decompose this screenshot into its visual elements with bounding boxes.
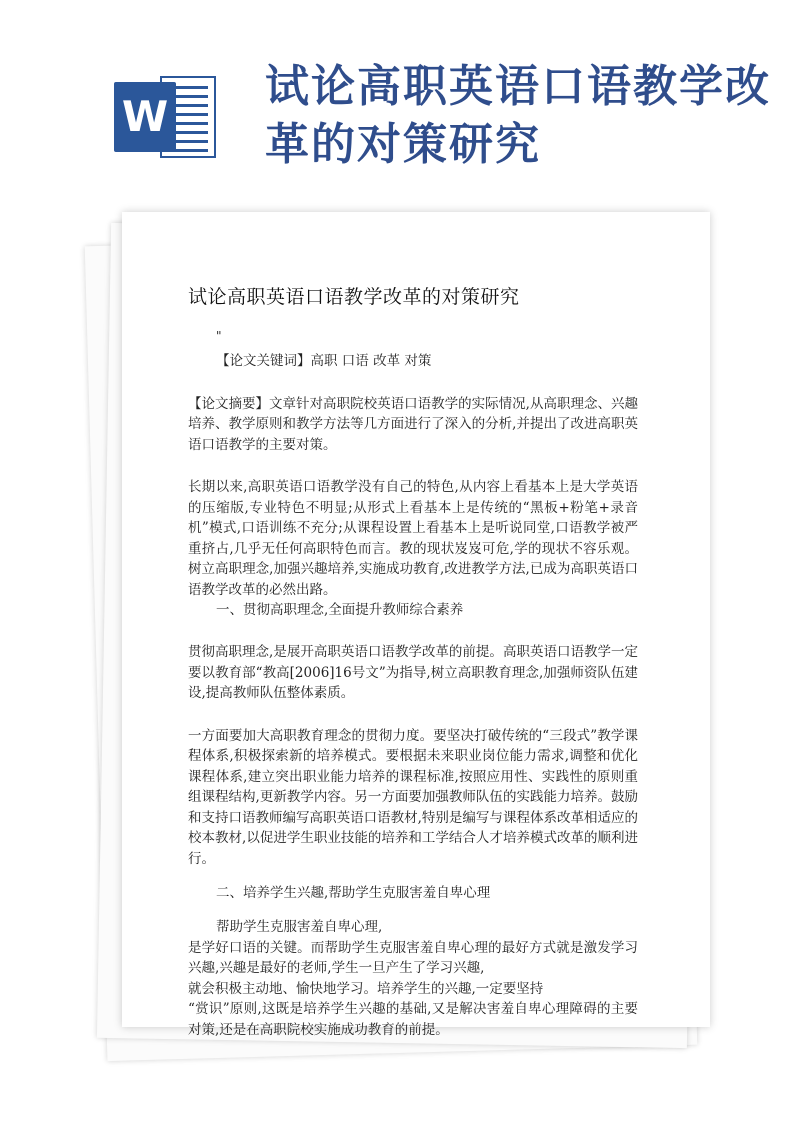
paragraph-3: 一方面要加大高职教育理念的贯彻力度。要坚决打破传统的“三段式”教学课程体系,积极探索新的培养模式。要根据未来职业岗位能力需求,调整和优化课程体系,建立突出职业能力培养的课程标准,按照应用性、实践性的原则重组课程结构,更新教学内容。另一方面要加强教师队伍的实践能力培养。鼓励和支持口语教师编写高职英语口语教材,特别是编写与课程体系改革相适应的校本教材,以促进学生职业技能的培养和工学结合人才培养模式改革的顺利进行。	[188, 727, 638, 867]
word-document-icon	[108, 66, 224, 166]
document-title: 试论高职英语口语教学改革的对策研究	[188, 286, 520, 308]
abstract: 【论文摘要】文章针对高职院校英语口语教学的实际情况,从高职理念、兴趣培养、教学原则和教学方法等几方面进行了深入的分析,并提出了改进高职英语口语教学的主要对策。	[188, 395, 638, 453]
quote-mark: "	[216, 329, 222, 343]
paragraph-4-line-4: “赏识”原则,这既是培养学生兴趣的基础,又是解决害羞自卑心理障碍的主要对策,还是在高职院校实施成功教育的前提。	[188, 1001, 638, 1038]
paragraph-2: 贯彻高职理念,是展开高职英语口语教学改革的前提。高职英语口语教学一定要以教育部“教高[2006]16号文”为指导,树立高职教育理念,加强师资队伍建设,提高教师队伍整体素质。	[188, 644, 638, 701]
paragraph-intro: 长期以来,高职英语口语教学没有自己的特色,从内容上看基本上是大学英语的压缩版,专业特色不明显;从形式上看基本上是传统的“黑板+粉笔+录音机”模式,口语训练不充分;从课程设置上看基本上是听说同堂,口语教学被严重挤占,几乎无任何高职特色而言。教的现状岌岌可危,学的现状不容乐观。树立高职理念,加强兴趣培养,实施成功教育,改进教学方法,已成为高职英语口语教学改革的必然出路。	[188, 479, 638, 598]
header-banner	[0, 0, 800, 200]
paragraph-4-line-3: 就会积极主动地、愉快地学习。培养学生的兴趣,一定要坚持	[188, 980, 544, 997]
paragraph-4-line-1: 帮助学生克服害羞自卑心理,	[216, 919, 383, 935]
section-heading-2: 二、培养学生兴趣,帮助学生克服害羞自卑心理	[216, 885, 491, 901]
word-badge: W	[114, 82, 176, 152]
section-heading-1: 一、贯彻高职理念,全面提升教师综合素养	[216, 602, 464, 618]
paragraph-4-line-2: 是学好口语的关键。而帮助学生克服害羞自卑心理的最好方式就是激发学习兴趣,兴趣是最好的老师,学生一旦产生了学习兴趣,	[188, 939, 638, 976]
keywords: 【论文关键词】高职 口语 改革 对策	[216, 353, 432, 369]
page-title: 试论高职英语口语教学改革的对策研究	[265, 61, 771, 170]
document-content	[188, 282, 638, 1040]
